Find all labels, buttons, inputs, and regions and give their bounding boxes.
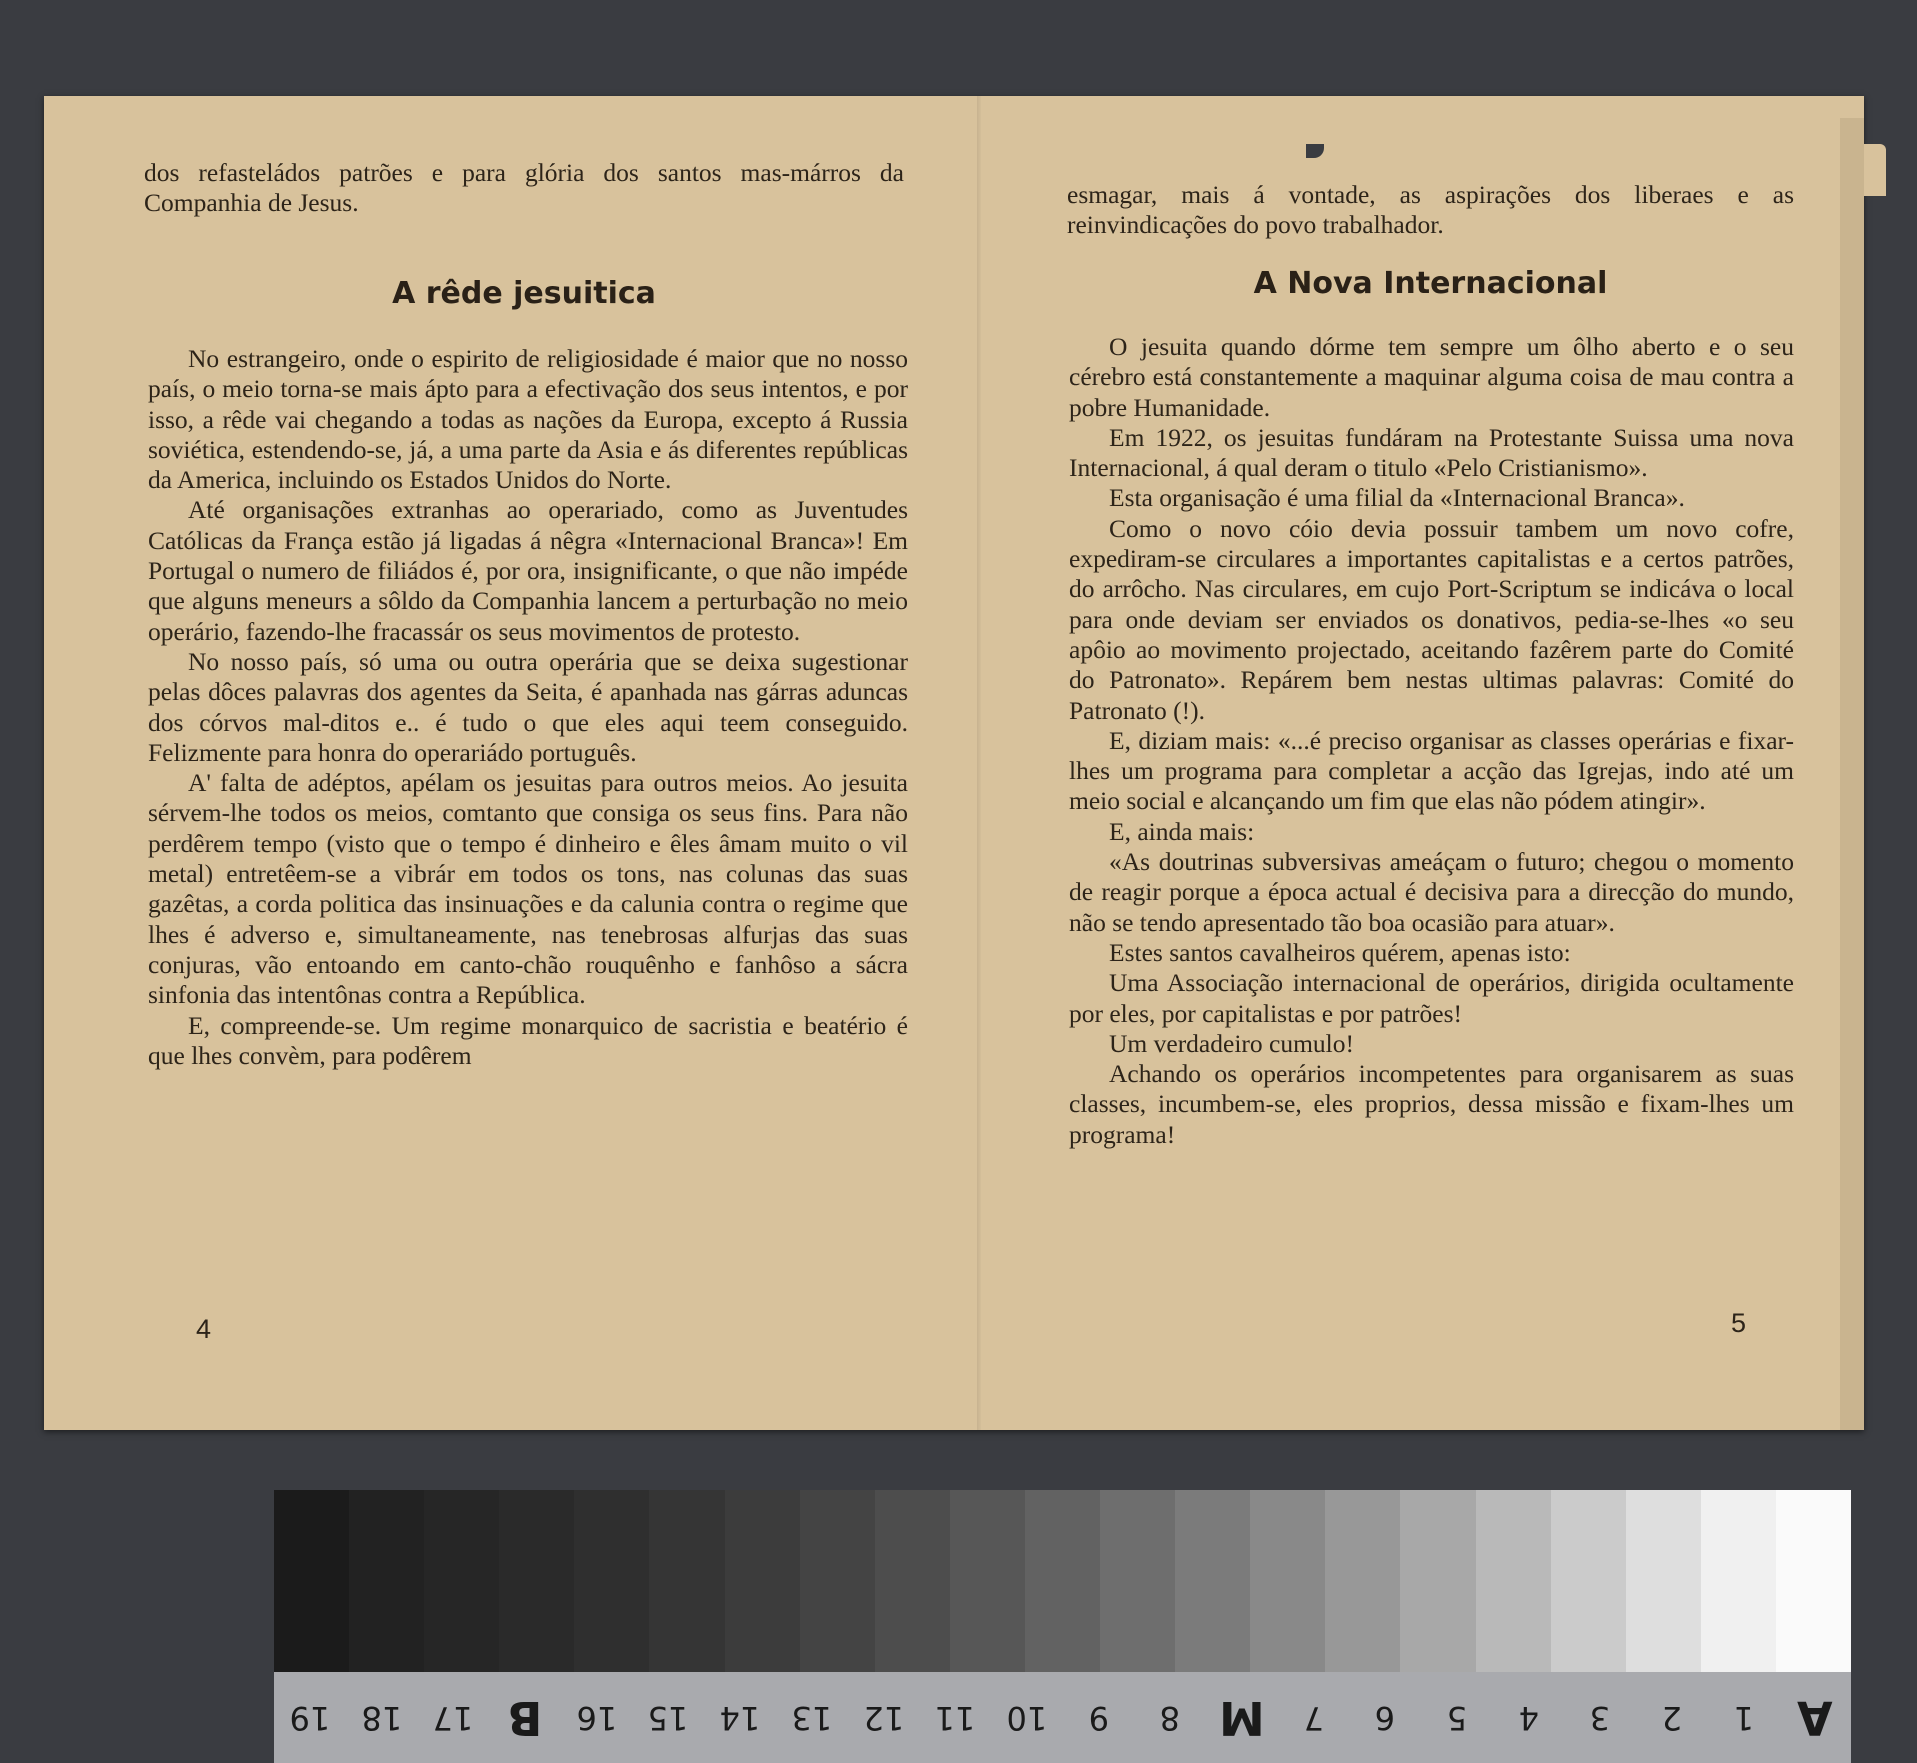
gray-patch — [1701, 1490, 1776, 1672]
paragraph: No estrangeiro, onde o espirito de religiosidade é maior que no nosso país, o meio torna-se mais ápto para a efectivação dos seus intentos, e por isso, a rêde vai chegando a todas as nações da Europa, excepto á Russia soviética, estendendo-se, já, a uma parte da Asia e ás diferentes repúblicas da America, incluindo os Estados Unidos do Norte. — [148, 344, 908, 495]
scale-label: 9 — [1088, 1699, 1109, 1737]
gray-patch — [1476, 1490, 1551, 1672]
gray-patch — [574, 1490, 649, 1672]
gray-patch — [1250, 1490, 1325, 1672]
scale-label: 15 — [647, 1699, 689, 1737]
paragraph: Em 1922, os jesuitas fundáram na Protestante Suissa uma nova Internacional, á qual deram o titulo «Pelo Cristianismo». — [1069, 422, 1794, 483]
right-body — [1069, 332, 1794, 1150]
paragraph: A' falta de adéptos, apélam os jesuitas para outros meios. Ao jesuita sérvem-lhe todos os meios, comtanto que consiga os seus fins. Para não perdêrem tempo (visto que o tempo é dinheiro e êles âmam muito o vil metal) entretêem-se a vibrár em todos os tons, nas colunas das suas gazêtas, a corda politica das insinuações e da calunia contra o regime que lhes é adverso e, simultaneamente, nas tenebrosas alfurjas das suas conjuras, vão entoando em canto-chão rouquênho e fanhôso a sácra sinfonia das intentônas contra a República. — [148, 768, 908, 1010]
paragraph: Uma Associação internacional de operários, dirigida ocultamente por eles, por capitalistas e por patrões! — [1069, 968, 1794, 1028]
paragraph: Estes santos cavalheiros quérem, apenas isto: — [1109, 937, 1571, 967]
open-booklet — [44, 96, 1864, 1430]
paragraph: Achando os operários incompetentes para organisarem as suas classes, incumbem-se, eles proprios, dessa missão e fixam-lhes um programa! — [1069, 1059, 1794, 1149]
scale-label: 7 — [1303, 1699, 1324, 1737]
paragraph: E, diziam mais: «...é preciso organisar as classes operárias e fixar-lhes um programa para completar a acção das Igrejas, indo até um meio social e alcançando um fim que elas não pódem atingir». — [1069, 725, 1794, 816]
paragraph: Esta organisação é uma filial da «Internacional Branca». — [1109, 483, 1685, 513]
grayscale-steps — [274, 1490, 1851, 1672]
paragraph: O jesuita quando dórme tem sempre um ôlho aberto e o seu cérebro está constantemente a maquinar alguma coisa de mau contra a pobre Humanidade. — [1069, 332, 1794, 422]
scale-label: 16 — [576, 1699, 617, 1737]
paragraph: E, compreende-se. Um regime monarquico de sacristia e beatério é que lhes convèm, para podêrem — [148, 1010, 908, 1070]
gray-patch — [725, 1490, 800, 1672]
gray-patch — [1025, 1490, 1100, 1672]
scale-label: 19 — [289, 1699, 331, 1737]
scale-label: M — [1218, 1691, 1265, 1745]
paragraph: «As doutrinas subversivas ameáçam o futuro; chegou o momento de reagir porque a época actual é decisiva para a direcção do mundo, não se tendo apresentado tão boa ocasião para atuar». — [1069, 847, 1794, 937]
paragraph: Como o novo cóio devia possuir tambem um novo cofre, expediram-se circulares a importantes capitalistas e a certos patrões, do arrôcho. Nas circulares, em cujo Port-Scriptum se indicáva o local para onde deviam ser enviados os donativos, pedia-se-lhes «o seu apôio ao movimento projectado, aceitando fazêrem parte do Comité do Patronato». Repárem bem nestas ultimas palavras: Comité do Patronato (!). — [1069, 513, 1794, 725]
gray-patch — [1100, 1490, 1175, 1672]
gray-patch — [499, 1490, 574, 1672]
color-calibration-target — [274, 1490, 1851, 1763]
scale-label: 17 — [432, 1699, 474, 1737]
left-intro — [144, 158, 904, 219]
paragraph: Até organisações extranhas ao operariado, como as Juventudes Católicas da França estão já ligadas á nêgra «Internacional Branca»! Em Portugal o numero de filiádos é, por ora, insignificante, o que não impéde que alguns meneurs a sôldo da Companhia lancem a perturbação no meio operário, fazendo-lhe fracassár os seus movimentos de protesto. — [148, 495, 908, 646]
scale-label: 13 — [791, 1699, 833, 1737]
gray-patch — [1776, 1490, 1851, 1672]
page-number: 5 — [1731, 1308, 1747, 1338]
scale-label: 3 — [1590, 1699, 1611, 1737]
scale-label: A — [1797, 1691, 1834, 1745]
gray-patch — [649, 1490, 724, 1672]
left-body — [148, 344, 908, 1071]
right-intro — [1067, 180, 1794, 241]
gray-patch — [1626, 1490, 1701, 1672]
scale-label: 4 — [1518, 1699, 1539, 1737]
gray-patch — [274, 1490, 349, 1672]
page-number: 4 — [196, 1314, 212, 1344]
scale-label: 10 — [1006, 1699, 1048, 1737]
gray-patch — [424, 1490, 499, 1672]
paragraph: No nosso país, só uma ou outra operária que se deixa sugestionar pelas dôces palavras dos agentes da Seita, é apanhada nas gárras aduncas dos córvos mal-ditos e.. é tudo o que eles aqui teem conseguido. Felizmente para honra do operariádo português. — [148, 646, 908, 767]
gray-patch — [1175, 1490, 1250, 1672]
paragraph: E, ainda mais: — [1109, 816, 1255, 846]
section-heading: A rêde jesuitica — [392, 276, 656, 311]
gray-patch — [349, 1490, 424, 1672]
section-heading: A Nova Internacional — [1253, 266, 1608, 301]
scale-label: 1 — [1733, 1699, 1754, 1737]
left-page — [44, 96, 979, 1430]
intro-text: esmagar, mais á vontade, as aspirações dos liberaes e as reinvindicações do povo trabalhador. — [1067, 180, 1794, 240]
paragraph: Um verdadeiro cumulo! — [1109, 1028, 1355, 1058]
intro-text: dos refasteládos patrões e para glória dos santos mas-márros da Companhia de Jesus. — [144, 158, 904, 218]
scale-label: 12 — [862, 1699, 904, 1737]
gray-patch — [800, 1490, 875, 1672]
gray-patch — [950, 1490, 1025, 1672]
gray-patch — [875, 1490, 950, 1672]
scale-label: 5 — [1446, 1699, 1468, 1737]
scale-labels — [274, 1672, 1851, 1763]
scale-label: 18 — [361, 1699, 402, 1737]
gray-patch — [1325, 1490, 1400, 1672]
scale-label: 6 — [1374, 1699, 1396, 1737]
scale-label: 11 — [934, 1699, 976, 1737]
right-page — [979, 96, 1864, 1430]
gray-patch — [1551, 1490, 1626, 1672]
scale-label: 14 — [719, 1699, 761, 1737]
scale-label: B — [507, 1691, 543, 1745]
scale-label: 8 — [1159, 1699, 1181, 1737]
gray-patch — [1400, 1490, 1475, 1672]
back-sheet-edge — [1840, 118, 1864, 1430]
scale-label: 2 — [1661, 1699, 1683, 1737]
